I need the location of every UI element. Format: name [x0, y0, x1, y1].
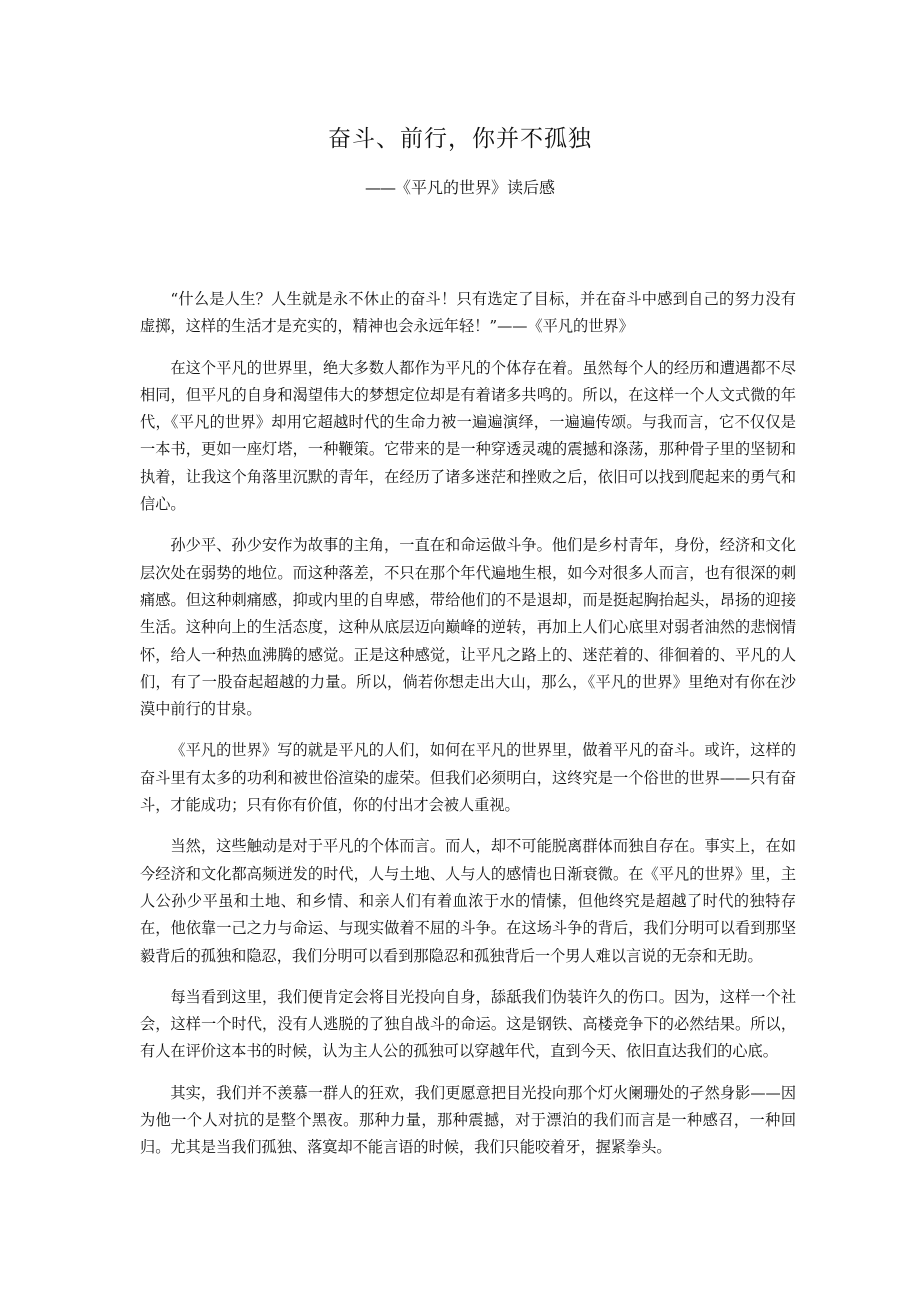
- paragraph-2: 在这个平凡的世界里，绝大多数人都作为平凡的个体存在着。虽然每个人的经历和遭遇都不尽相同，但平凡的自身和渴望伟大的梦想定位却是有着诸多共鸣的。所以，在这样一个人文式微的年代，《平凡的世界》却用它超越时代的生命力被一遍遍演绎，一遍遍传颂。与我而言，它不仅仅是一本书，更如一座灯塔，一种鞭策。它带来的是一种穿透灵魂的震撼和涤荡，那种骨子里的坚韧和执着，让我这个角落里沉默的青年，在经历了诸多迷茫和挫败之后，依旧可以找到爬起来的勇气和信心。: [140, 358, 796, 514]
- document-subtitle: [0, 175, 920, 198]
- subtitle-text: 《平凡的世界》读后感: [394, 178, 555, 197]
- subtitle-dash: ——: [364, 178, 395, 197]
- paragraph-3: 孙少平、孙少安作为故事的主角，一直在和命运做斗争。他们是乡村青年，身份，经济和文化层次处在弱势的地位。而这种落差，不只在那个年代遍地生根，如今对很多人而言，也有很深的刺痛感。但这种刺痛感，抑或内里的自卑感，带给他们的不是退却，而是挺起胸抬起头，昂扬的迎接生活。这种向上的生活态度，这种从底层迈向巅峰的逆转，再加上人们心底里对弱者油然的悲悯情怀，给人一种热血沸腾的感觉。正是这种感觉，让平凡之路上的、迷茫着的、徘徊着的、平凡的人们，有了一股奋起超越的力量。所以，倘若你想走出大山，那么，《平凡的世界》里绝对有你在沙漠中前行的甘泉。: [140, 536, 796, 719]
- paragraph-6: 每当看到这里，我们便肯定会将目光投向自身，舔舐我们伪装许久的伤口。因为，这样一个社会，这样一个时代，没有人逃脱的了独自战斗的命运。这是钢铁、高楼竞争下的必然结果。所以，有人在评价这本书的时候，认为主人公的孤独可以穿越年代，直到今天、依旧直达我们的心底。: [140, 987, 796, 1061]
- document-body: [140, 286, 796, 1176]
- document-title: 奋斗、前行，你并不孤独: [328, 126, 592, 152]
- paragraph-7: 其实，我们并不羡慕一群人的狂欢，我们更愿意把目光投向那个灯火阑珊处的孑然身影——因为他一个人对抗的是整个黑夜。那种力量，那种震撼，对于漂泊的我们而言是一种感召，一种回归。尤其是当我们孤独、落寞却不能言语的时候，我们只能咬着牙，握紧拳头。: [140, 1083, 796, 1157]
- paragraph-1: “什么是人生？人生就是永不休止的奋斗！只有选定了目标，并在奋斗中感到自己的努力没有虚掷，这样的生活才是充实的，精神也会永远年轻！”——《平凡的世界》: [140, 290, 796, 336]
- paragraph-5: 当然，这些触动是对于平凡的个体而言。而人，却不可能脱离群体而独自存在。事实上，在如今经济和文化都高频迸发的时代，人与土地、人与人的感情也日渐衰微。在《平凡的世界》里，主人公孙少平虽和土地、和乡情、和亲人们有着血浓于水的情愫，但他终究是超越了时代的独特存在，他依靠一己之力与命运、与现实做着不屈的斗争。在这场斗争的背后，我们分明可以看到那坚毅背后的孤独和隐忍，我们分明可以看到那隐忍和孤独背后一个男人难以言说的无奈和无助。: [140, 837, 796, 965]
- paragraph-4: 《平凡的世界》写的就是平凡的人们，如何在平凡的世界里，做着平凡的奋斗。或许，这样的奋斗里有太多的功利和被世俗渲染的虚荣。但我们必须明白，这终究是一个俗世的世界——只有奋斗，才能成功；只有你有价值，你的付出才会被人重视。: [140, 741, 796, 815]
